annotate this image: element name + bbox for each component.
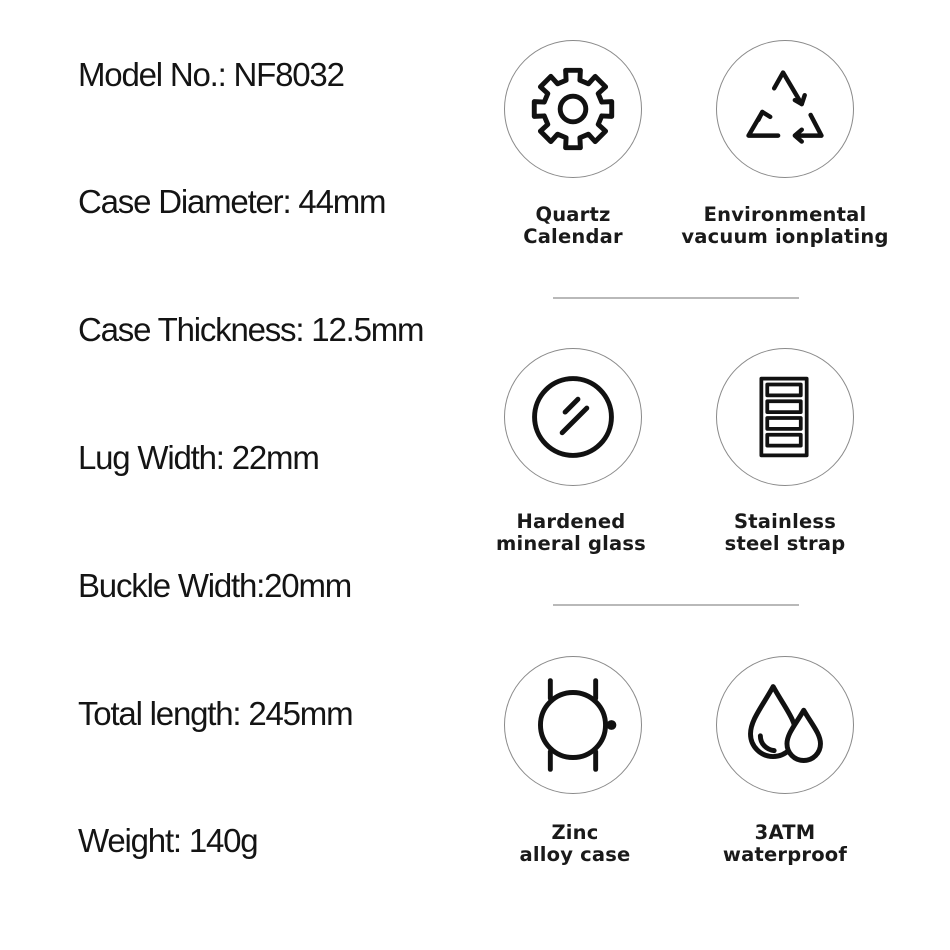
spec-model-number: Model No.: NF8032 xyxy=(78,56,344,93)
feature-label-ionplating: Environmental vacuum ionplating xyxy=(681,203,889,248)
recycle-icon xyxy=(716,40,854,178)
feature-label-zinc: Zinc alloy case xyxy=(519,821,631,866)
watch-case-icon xyxy=(504,656,642,794)
feature-label-glass: Hardened mineral glass xyxy=(496,510,646,555)
divider xyxy=(553,604,799,606)
spec-lug-width: Lug Width: 22mm xyxy=(78,439,319,476)
water-drops-icon xyxy=(716,656,854,794)
feature-label-waterproof: 3ATM waterproof xyxy=(722,821,848,866)
divider xyxy=(553,297,799,299)
spec-case-thickness: Case Thickness: 12.5mm xyxy=(78,311,424,348)
strap-icon xyxy=(716,348,854,486)
spec-case-diameter: Case Diameter: 44mm xyxy=(78,183,386,220)
spec-buckle-width: Buckle Width:20mm xyxy=(78,567,352,604)
gear-icon xyxy=(504,40,642,178)
spec-total-length: Total length: 245mm xyxy=(78,695,353,732)
feature-label-quartz: Quartz Calendar xyxy=(523,203,623,248)
feature-label-strap: Stainless steel strap xyxy=(724,510,846,555)
glass-icon xyxy=(504,348,642,486)
spec-weight: Weight: 140g xyxy=(78,822,258,859)
